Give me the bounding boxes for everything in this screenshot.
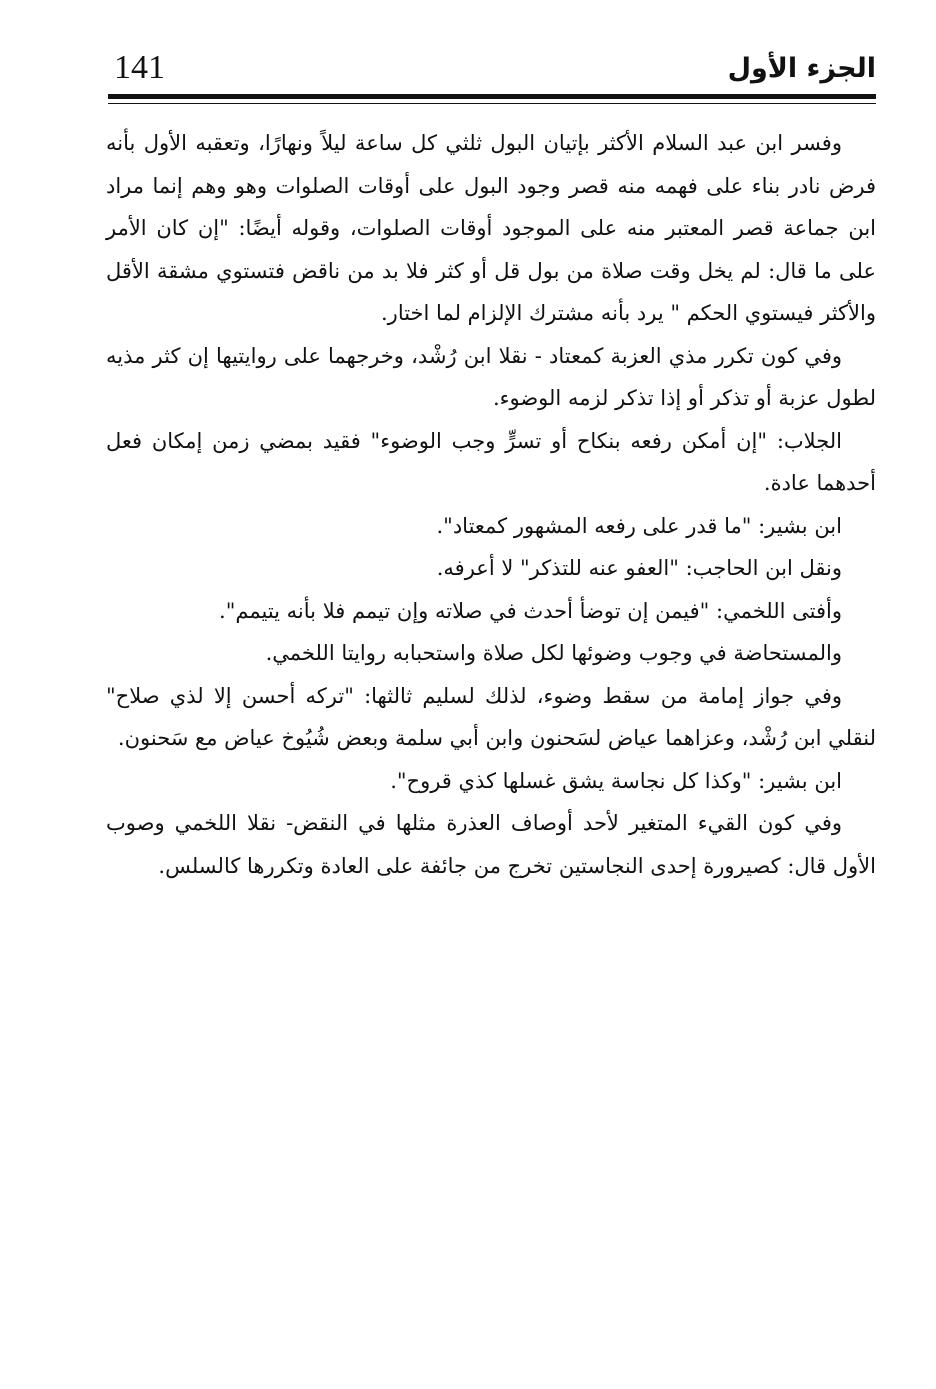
header-rule-thin <box>108 103 876 104</box>
paragraph: ابن بشير: "وكذا كل نجاسة يشق غسلها كذي قروح". <box>390 768 842 793</box>
page-number: 141 <box>114 49 165 86</box>
body-text <box>106 122 876 887</box>
paragraph: ابن بشير: "ما قدر على رفعه المشهور كمعتاد". <box>436 513 842 538</box>
paragraph: وفي كون القيء المتغير لأحد أوصاف العذرة مثلها في النقض- نقلا اللخمي وصوب الأول قال: كصيرورة إحدى النجاستين تخرج من جائفة على العادة وتكررها كالسلس. <box>106 811 876 878</box>
paragraph: الجلاب: "إن أمكن رفعه بنكاح أو تسرٍّ وجب الوضوء" فقيد بمضي زمن إمكان فعل أحدهما عادة. <box>106 428 876 495</box>
running-head-title: الجزء الأول <box>727 53 876 84</box>
paragraph: وأفتى اللخمي: "فيمن إن توضأ أحدث في صلاته وإن تيمم فلا بأنه يتيمم". <box>219 598 842 623</box>
paragraph: وفي جواز إمامة من سقط وضوء، لذلك لسليم ثالثها: "تركه أحسن إلا لذي صلاح" لنقلي ابن رُشْد، وعزاهما عياض لسَحنون وابن أبي سلمة وبعض شُيُوخ عياض مع سَحنون. <box>106 683 876 750</box>
paragraph: والمستحاضة في وجوب وضوئها لكل صلاة واستحبابه روايتا اللخمي. <box>265 641 842 665</box>
header-rule-thick <box>108 94 876 99</box>
paragraph: وفسر ابن عبد السلام الأكثر بإتيان البول ثلثي كل ساعة ليلاً ونهارًا، وتعقبه الأول بأنه فرض نادر بناء على فهمه منه قصر وجود البول على أوقات الصلوات وهو وهم إنما مراد ابن جماعة قصر المعتبر منه على الموجود أوقات الصلوات، وقوله أيضًا: "إن كان الأمر على ما قال: لم يخل وقت صلاة من بول قل أو كثر فلا بد من ناقض فتستوي مشقة الأقل والأكثر فيستوي الحكم " يرد بأنه مشترك الإلزام لما اختار. <box>106 131 876 325</box>
paragraph: ونقل ابن الحاجب: "العفو عنه للتذكر" لا أعرفه. <box>436 556 842 580</box>
page-header <box>108 44 876 88</box>
paragraph: وفي كون تكرر مذي العزبة كمعتاد - نقلا ابن رُشْد، وخرجهما على روايتيها إن كثر مذيه لطول عزبة أو تذكر أو إذا تذكر لزمه الوضوء. <box>106 343 876 410</box>
